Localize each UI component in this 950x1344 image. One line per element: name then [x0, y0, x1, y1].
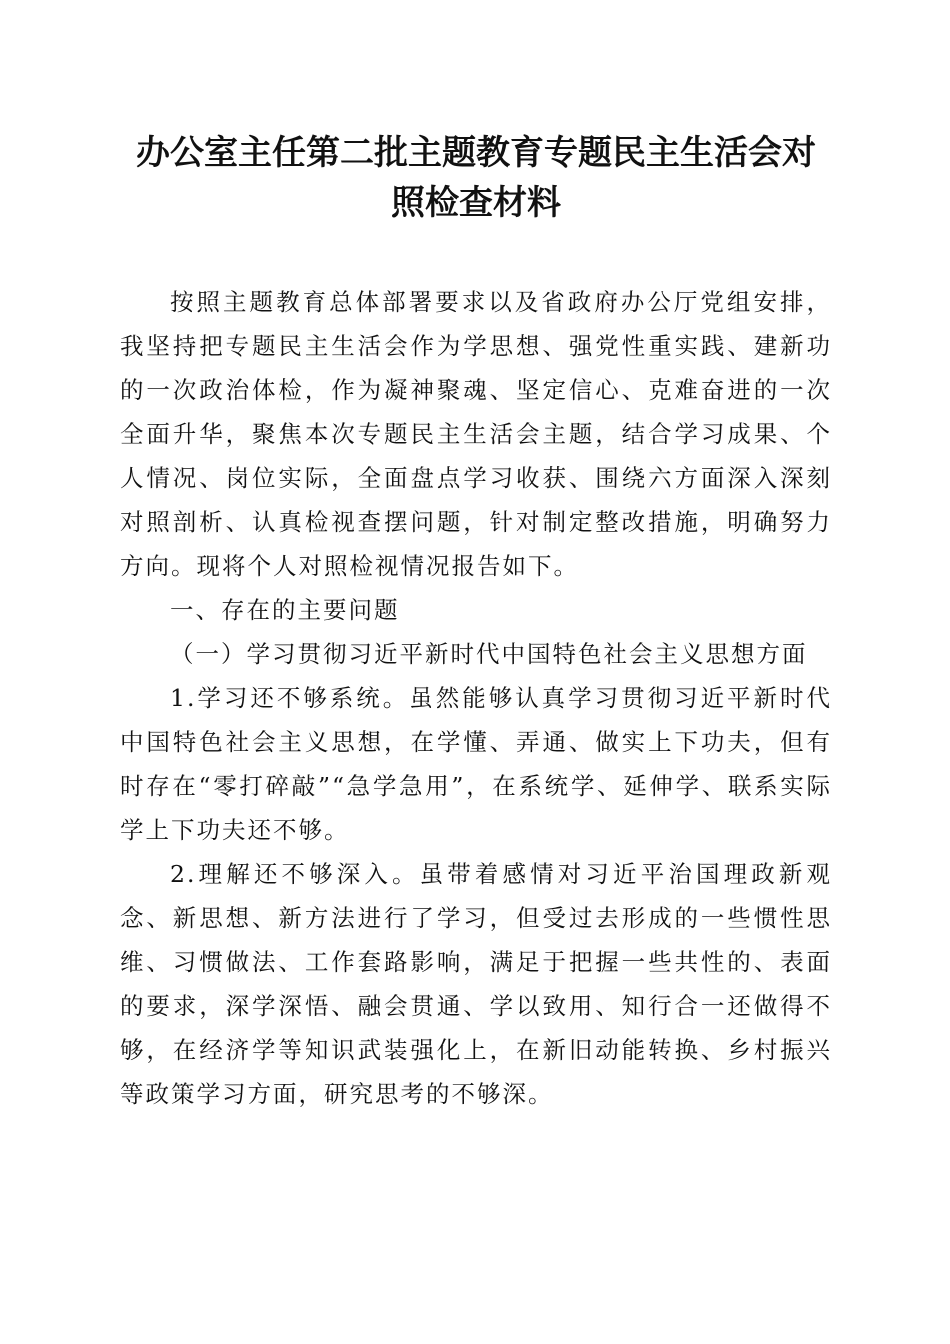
document-page: [120, 128, 832, 1116]
subsection-heading-1: （一）学习贯彻习近平新时代中国特色社会主义思想方面: [170, 640, 808, 668]
document-title: 办公室主任第二批主题教育专题民主生活会对照检查材料: [136, 133, 816, 223]
intro-paragraph: 按照主题教育总体部署要求以及省政府办公厅党组安排，我坚持把专题民主生活会作为学思想、强党性重实践、建新功的一次政治体检，作为凝神聚魂、坚定信心、克难奋进的一次全面升华，聚焦本次专题民主生活会主题，结合学习成果、个人情况、岗位实际，全面盘点学习收获、围绕六方面深入深刻对照剖析、认真检视查摆问题，针对制定整改措施，明确努力方向。现将个人对照检视情况报告如下。: [120, 288, 832, 580]
problem-item-2: 2.理解还不够深入。虽带着感情对习近平治国理政新观念、新思想、新方法进行了学习，但受过去形成的一些惯性思维、习惯做法、工作套路影响，满足于把握一些共性的、表面的要求，深学深悟、融会贯通、学以致用、知行合一还做得不够，在经济学等知识武装强化上，在新旧动能转换、乡村振兴等政策学习方面，研究思考的不够深。: [120, 860, 832, 1108]
problem-item-1: 1.学习还不够系统。虽然能够认真学习贯彻习近平新时代中国特色社会主义思想，在学懂、弄通、做实上下功夫，但有时存在“零打碎敲”“急学急用”，在系统学、延伸学、联系实际学上下功夫还不够。: [120, 684, 832, 844]
section-heading-1: 一、存在的主要问题: [170, 596, 400, 624]
